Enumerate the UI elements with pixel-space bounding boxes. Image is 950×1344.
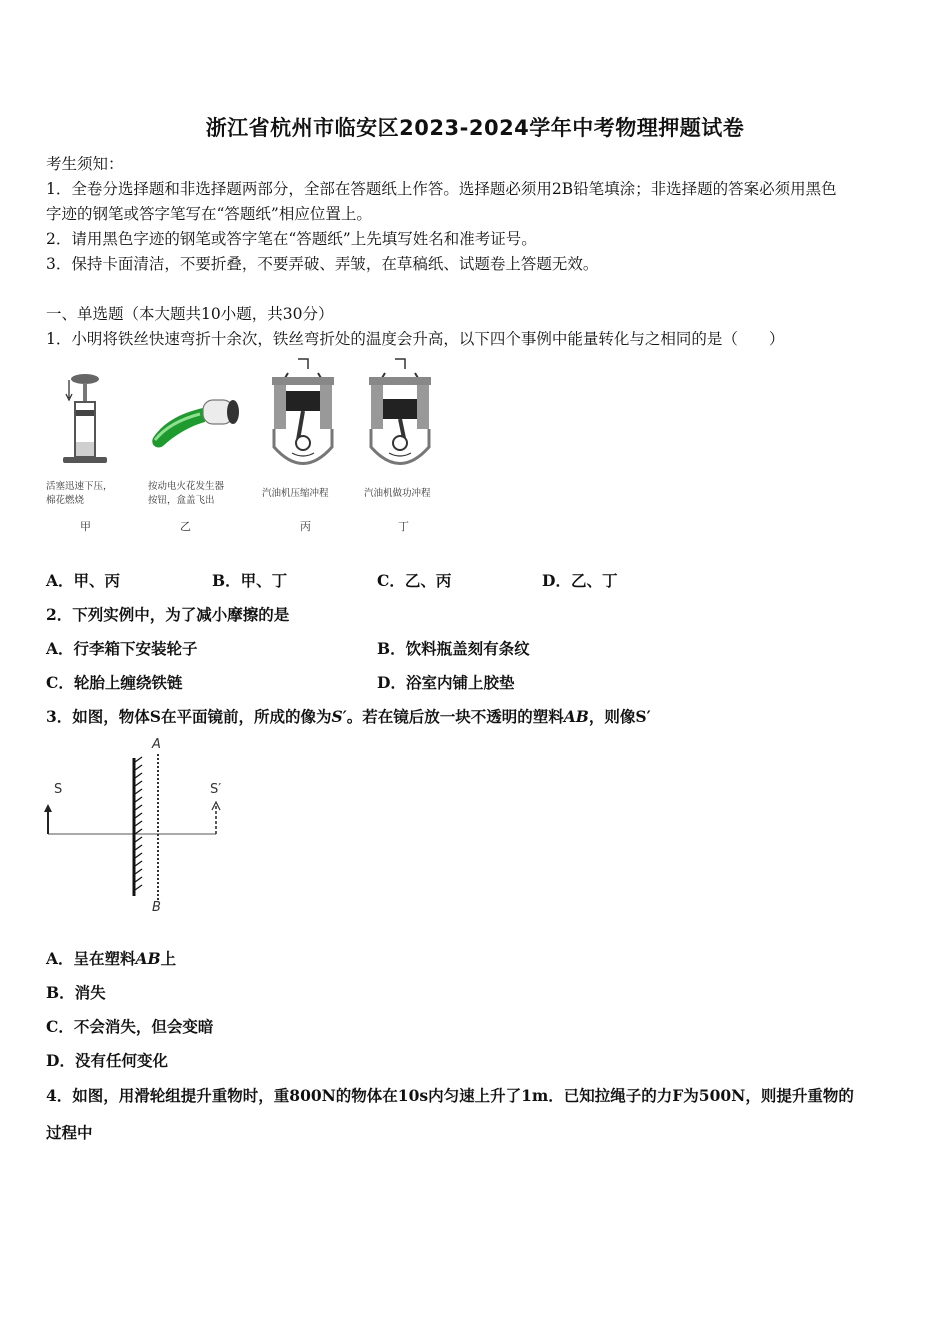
mirror-hatch-mark — [135, 885, 142, 890]
mirror-hatch-mark — [135, 789, 142, 794]
q3-option-a-ab: AB — [135, 949, 161, 968]
diagram-label-s-prime: S′ — [210, 782, 222, 797]
q1-option-c[interactable]: C．乙、丙 — [377, 571, 452, 590]
fire-syringe-figure — [55, 370, 115, 475]
mirror-hatch-mark — [135, 877, 142, 882]
figure-caption: 棉花燃烧 — [46, 495, 85, 506]
mirror-hatch-mark — [135, 805, 142, 810]
mirror-hatch-mark — [135, 821, 142, 826]
q2-option-b[interactable]: B．饮料瓶盖刻有条纹 — [377, 639, 530, 658]
mirror-hatch-mark — [135, 861, 142, 866]
notice-item: 3．保持卡面清洁，不要折叠，不要弄破、弄皱，在草稿纸、试题卷上答题无效。 — [46, 255, 599, 273]
figure-caption: 活塞迅速下压， — [46, 481, 113, 492]
q1-option-b[interactable]: B．甲、丁 — [212, 571, 288, 590]
mirror-hatch-mark — [135, 757, 142, 762]
mirror-hatch-mark — [135, 813, 142, 818]
mirror-hatch-mark — [135, 765, 142, 770]
q2-option-a[interactable]: A．行李箱下安装轮子 — [46, 639, 198, 658]
q3-option-a-text: A．呈在塑料 — [46, 949, 136, 968]
mirror-hatch-mark — [135, 781, 142, 786]
spark-generator-figure — [145, 390, 245, 455]
q3-stem-part: 。若在镜后放一块不透明的塑料 — [346, 707, 564, 726]
diagram-label-s: S — [54, 782, 63, 797]
q1-option-d[interactable]: D．乙、丁 — [542, 571, 618, 590]
diagram-label-a: A — [152, 737, 161, 752]
figure-caption: 按钮，盒盖飞出 — [148, 495, 215, 506]
q3-stem-part: ，则像S′ — [588, 707, 651, 726]
figure-caption: 按动电火花发生器 — [148, 481, 225, 492]
figure-caption: 汽油机压缩冲程 — [262, 488, 329, 499]
question-1-stem: 1．小明将铁丝快速弯折十余次，铁丝弯折处的温度会升高，以下四个事例中能量转化与之相同的是（ ） — [46, 330, 785, 348]
q3-stem-part: 3．如图，物体S在平面镜前，所成的像为 — [46, 707, 332, 726]
q3-stem-image-symbol: S′ — [331, 707, 347, 726]
figure-label: 丁 — [398, 520, 409, 533]
diagram-label-b: B — [152, 900, 161, 915]
section-heading: 一、单选题（本大题共10小题，共30分） — [46, 305, 334, 323]
notice-item: 2．请用黑色字迹的钢笔或答字笔在“答题纸”上先填写姓名和准考证号。 — [46, 230, 537, 248]
mirror-hatch-mark — [135, 797, 142, 802]
mirror-diagram — [40, 738, 240, 918]
q3-option-a-text: 上 — [160, 949, 177, 968]
notice-item: 1．全卷分选择题和非选择题两部分，全部在答题纸上作答。选择题必须用2B铅笔填涂；非选择题的答案必须用黑色 — [46, 180, 837, 198]
figure-label: 甲 — [80, 520, 91, 533]
mirror-hatch-mark — [135, 773, 142, 778]
q1-option-a[interactable]: A．甲、丙 — [46, 571, 121, 590]
notice-item: 字迹的钢笔或答字笔写在“答题纸”相应位置上。 — [46, 205, 372, 223]
question-4-stem: 4．如图，用滑轮组提升重物时，重800N的物体在10s内匀速上升了1m．已知拉绳子的力F为500N，则提升重物的 — [46, 1086, 854, 1105]
q3-stem-ab: AB — [563, 707, 589, 726]
mirror-hatch-mark — [135, 869, 142, 874]
mirror-hatch-mark — [135, 845, 142, 850]
mirror-hatch-mark — [135, 853, 142, 858]
notice-heading: 考生须知： — [46, 155, 124, 173]
q2-option-d[interactable]: D．浴室内铺上胶垫 — [377, 673, 515, 692]
mirror-hatch-mark — [135, 829, 142, 834]
page-title: 浙江省杭州市临安区2023-2024学年中考物理押题试卷 — [205, 116, 745, 140]
question-2-stem: 2．下列实例中，为了减小摩擦的是 — [46, 605, 290, 624]
q3-option-d[interactable]: D．没有任何变化 — [46, 1051, 168, 1070]
q2-option-c[interactable]: C．轮胎上缠绕铁链 — [46, 673, 183, 692]
q3-option-c[interactable]: C．不会消失，但会变暗 — [46, 1017, 214, 1036]
figure-label: 丙 — [300, 520, 311, 533]
question-4-stem-continued: 过程中 — [46, 1123, 93, 1142]
mirror-hatch-mark — [135, 837, 142, 842]
engine-power-figure — [365, 355, 435, 473]
figure-label: 乙 — [180, 520, 191, 533]
question-3-stem — [46, 705, 651, 727]
figure-caption: 汽油机做功冲程 — [364, 488, 431, 499]
engine-compression-figure — [268, 355, 338, 473]
q3-option-a[interactable] — [46, 947, 176, 969]
q3-option-b[interactable]: B．消失 — [46, 983, 106, 1002]
